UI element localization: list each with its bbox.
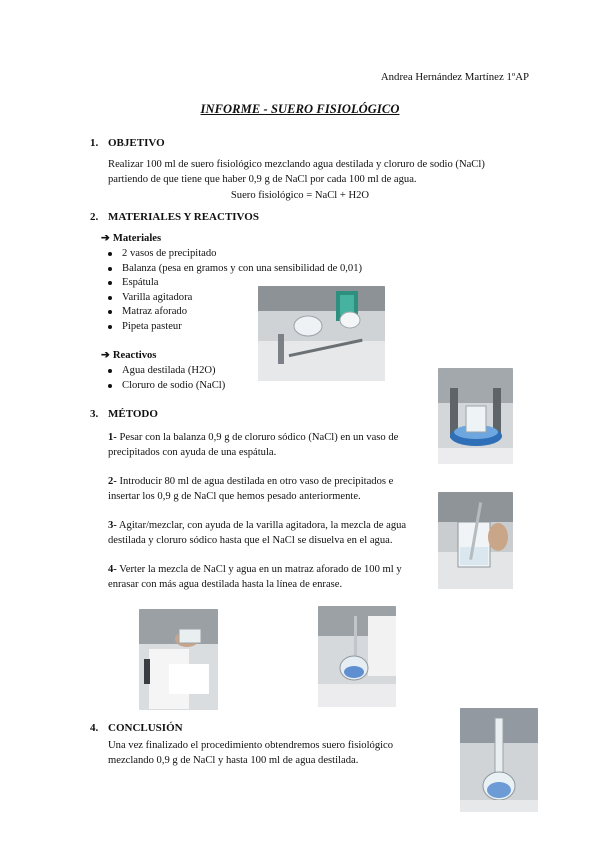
reactivos-subheading (101, 349, 156, 361)
list-item: Cloruro de sodio (NaCl) (106, 379, 225, 394)
photo-flask-filling (318, 606, 396, 707)
reactivos-list (106, 364, 225, 393)
list-item: Varilla agitadora (106, 291, 362, 306)
section-title: OBJETIVO (108, 137, 165, 149)
step-4 (108, 562, 402, 592)
section-title: MATERIALES Y REACTIVOS (108, 211, 259, 223)
step-3 (108, 518, 406, 548)
conclusion-text (108, 738, 393, 768)
photo-balance (438, 368, 513, 464)
report-title: INFORME - SUERO FISIOLÓGICO (200, 102, 400, 116)
list-item: 2 vasos de precipitado (106, 247, 362, 262)
author-name: Andrea Hernández Martínez 1ºAP (380, 71, 529, 83)
section-heading-objetivo (90, 137, 165, 149)
section-number: 4. (90, 722, 99, 734)
step-line-1: Verter la mezcla de NaCl y agua en un matraz aforado de 100 ml y (119, 564, 402, 575)
photo-lab-materials (258, 286, 385, 381)
arrow-right-icon: ➔ (101, 233, 110, 244)
step-1 (108, 430, 398, 460)
step-line-1: Pesar con la balanza 0,9 g de cloruro sódico (NaCl) en un vaso de (119, 432, 399, 443)
step-number: 3- (108, 520, 117, 531)
section-title: CONCLUSIÓN (108, 722, 183, 734)
photo-pouring-flask (139, 609, 218, 710)
step-2 (108, 474, 393, 504)
step-number: 1- (108, 432, 117, 443)
step-line-2: precipitados con ayuda de una espátula. (108, 447, 277, 458)
objetivo-text (108, 157, 485, 187)
step-line-2: enrasar con más agua destilada hasta la línea de enrase. (108, 579, 343, 590)
step-number: 4- (108, 564, 117, 575)
photo-beaker-stirring (438, 492, 513, 589)
section-number: 1. (90, 137, 99, 149)
objetivo-line-2: partiendo de que tiene que haber 0,9 g de NaCl por cada 100 ml de agua. (108, 174, 417, 185)
arrow-right-icon: ➔ (101, 350, 110, 361)
step-line-1: Agitar/mezclar, con ayuda de la varilla agitadora, la mezcla de agua (118, 520, 407, 531)
conclusion-line-1: Una vez finalizado el procedimiento obtendremos suero fisiológico (108, 740, 394, 751)
list-item: Matraz aforado (106, 305, 362, 320)
section-number: 2. (90, 211, 99, 223)
objetivo-line-1: Realizar 100 ml de suero fisiológico mezclando agua destilada y cloruro de sodio (NaCl) (108, 159, 485, 170)
list-item: Pipeta pasteur (106, 320, 362, 335)
photo-final-flask (460, 708, 538, 812)
step-number: 2- (108, 476, 117, 487)
list-item: Agua destilada (H2O) (106, 364, 225, 379)
conclusion-line-2: mezclando 0,9 g de NaCl y hasta 100 ml de agua destilada. (108, 755, 359, 766)
formula: Suero fisiológico = NaCl + H2O (230, 190, 370, 201)
materiales-subheading (101, 232, 161, 244)
step-line-1: Introducir 80 ml de agua destilada en otro vaso de precipitados e (119, 476, 394, 487)
section-heading-conclusion (90, 722, 183, 734)
section-number: 3. (90, 408, 99, 420)
reactivos-label: Reactivos (112, 350, 157, 361)
section-heading-materiales (90, 211, 259, 223)
step-line-2: insertar los 0,9 g de NaCl que hemos pesado anteriormente. (108, 491, 361, 502)
materiales-label: Materiales (112, 233, 162, 244)
step-line-2: destilada y cloruro sódico hasta que el NaCl se disuelva en el agua. (108, 535, 393, 546)
section-heading-metodo (90, 408, 158, 420)
section-title: MÉTODO (108, 408, 158, 420)
list-item: Espátula (106, 276, 362, 291)
list-item: Balanza (pesa en gramos y con una sensibilidad de 0,01) (106, 262, 362, 277)
